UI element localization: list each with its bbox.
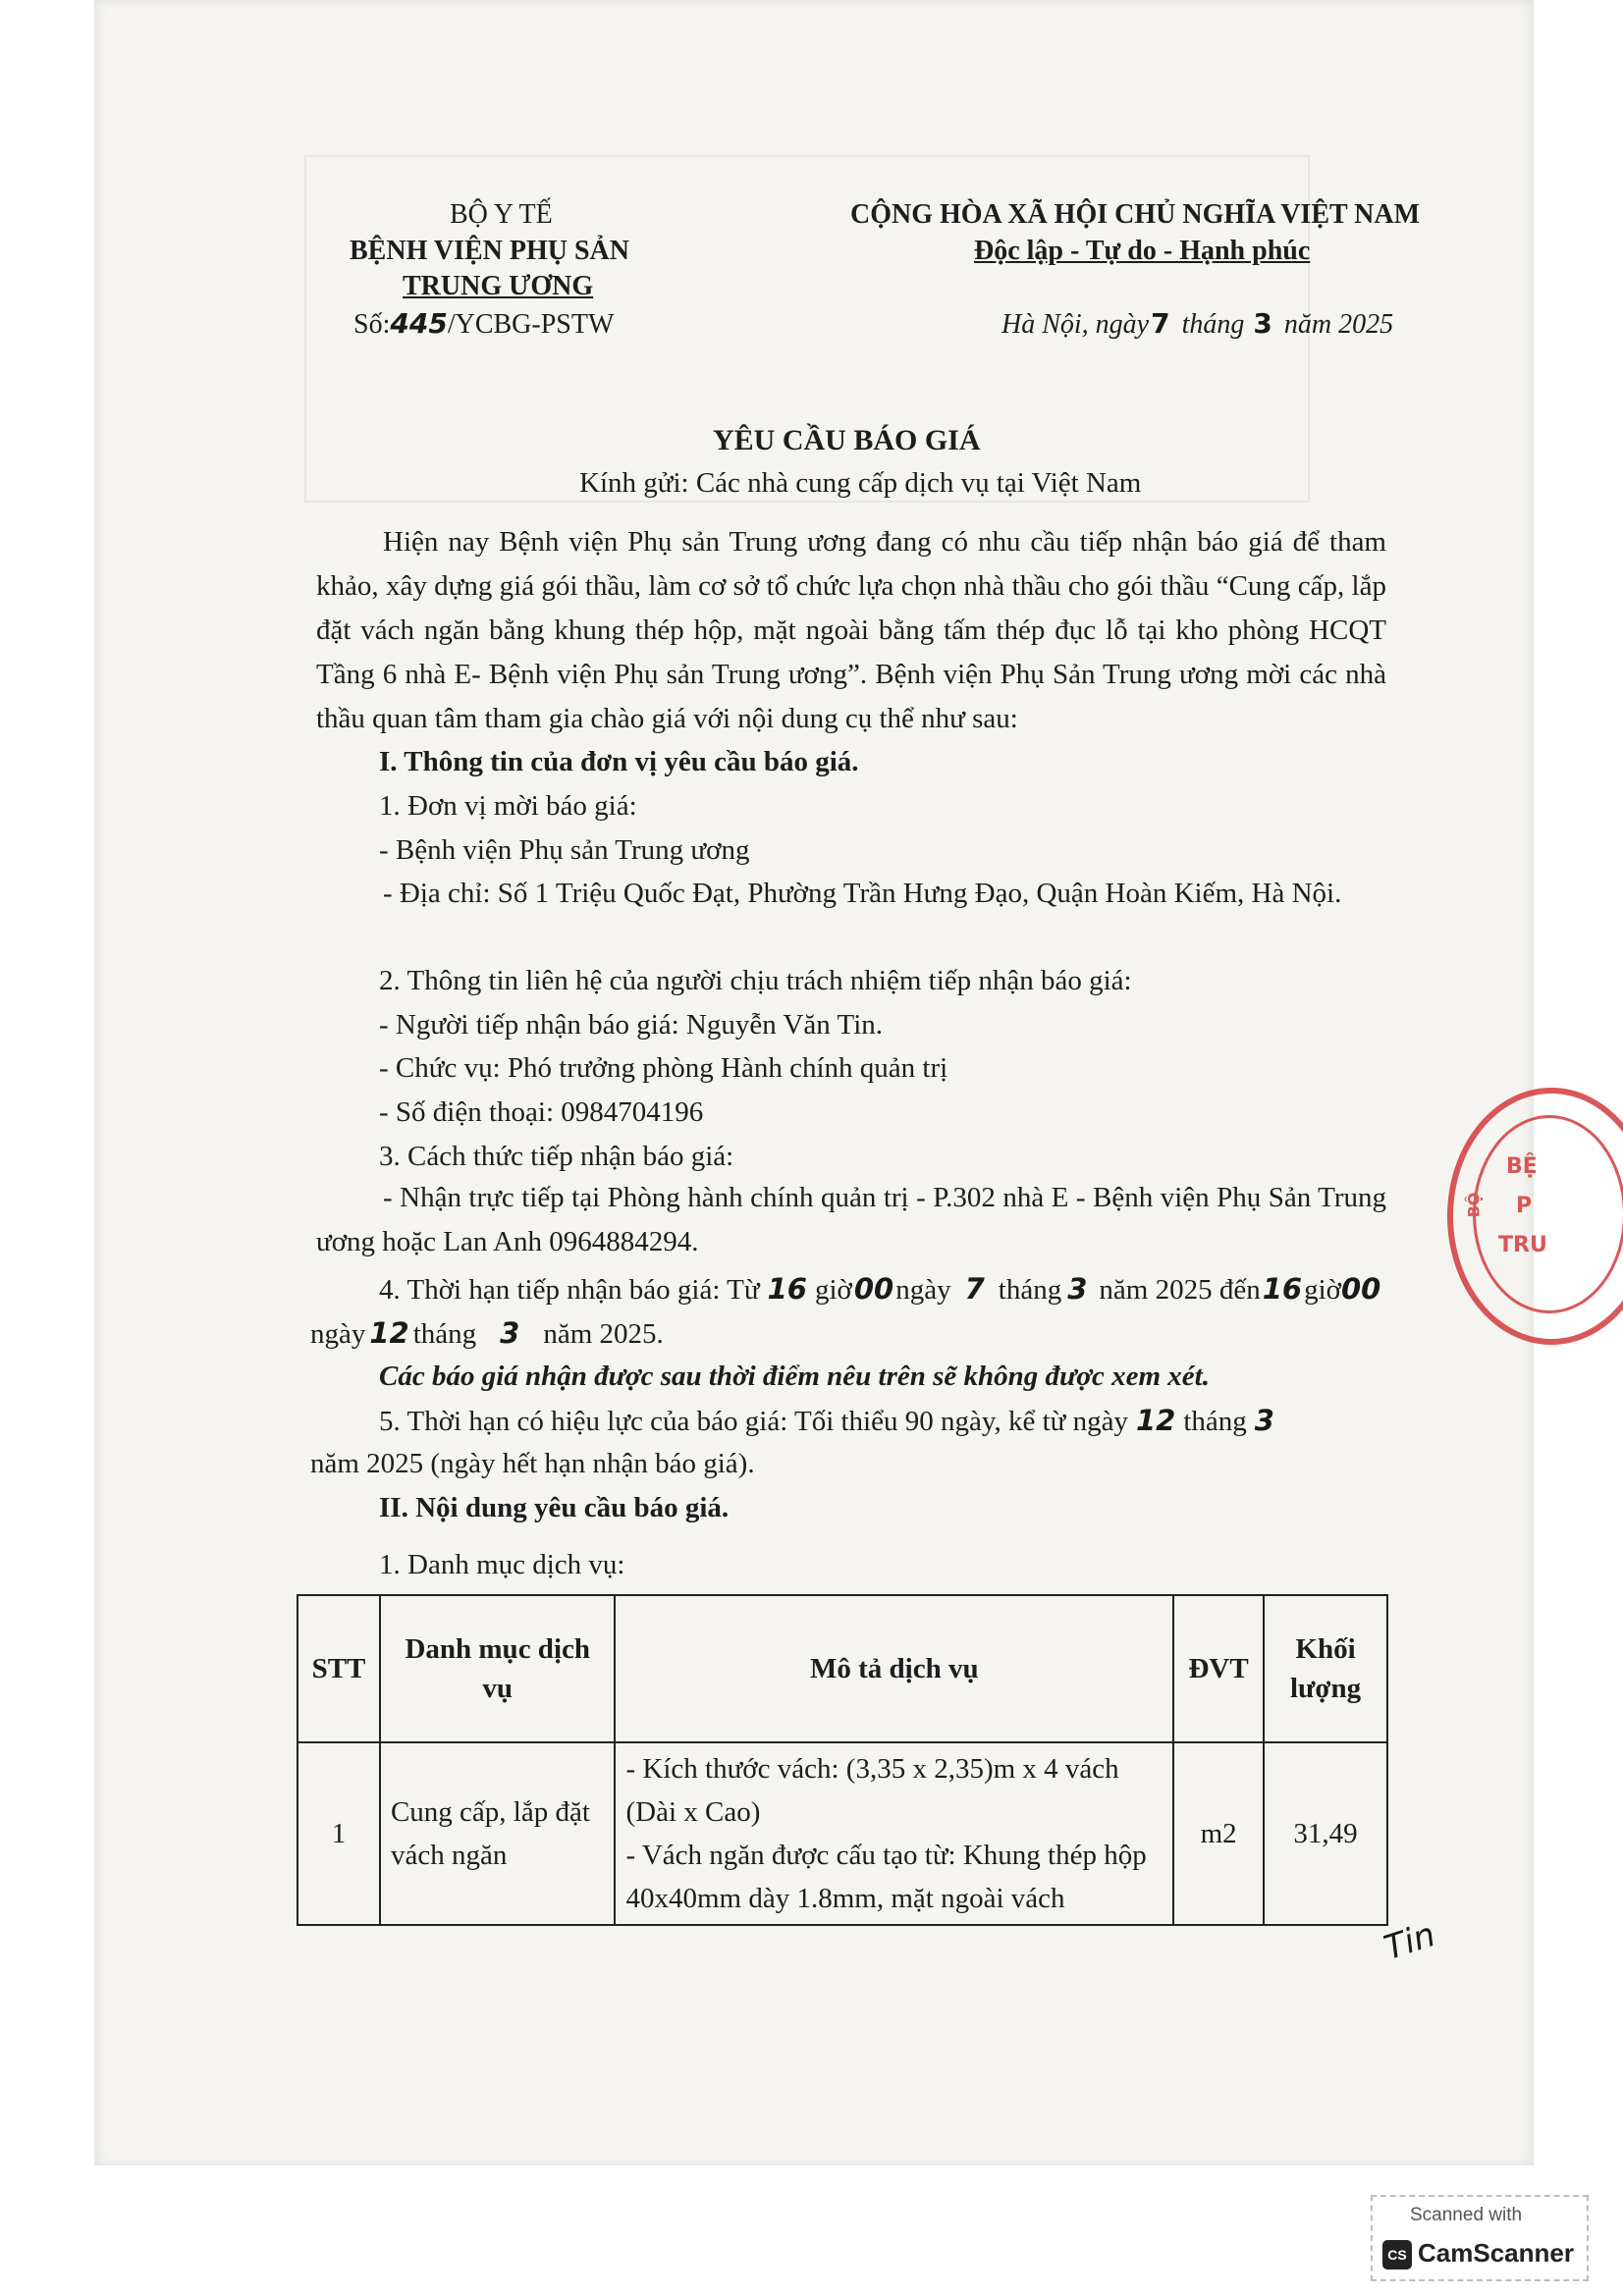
item2-receiver: - Người tiếp nhận báo giá: Nguyễn Văn Tin. bbox=[379, 1009, 884, 1041]
description-size: - Kích thước vách: (3,35 x 2,35)m x 4 vách (Dài x Cao) bbox=[625, 1753, 1119, 1828]
national-title: CỘNG HÒA XÃ HỘI CHỦ NGHĨA VIỆT NAM bbox=[850, 199, 1421, 230]
item4-end-hour: 16 bbox=[1262, 1272, 1303, 1306]
late-quote-notice: Các báo giá nhận được sau thời điểm nêu trên sẽ không được xem xét. bbox=[379, 1361, 1210, 1392]
item4-end-month: 3 bbox=[500, 1316, 520, 1350]
item4-end-minute: 00 bbox=[1340, 1272, 1381, 1306]
item2-title: 2. Thông tin liên hệ của người chịu trách nhiệm tiếp nhận báo giá: bbox=[379, 965, 1132, 996]
doc-number-handwritten: 445 bbox=[390, 307, 448, 340]
item4-start-day: 7 bbox=[964, 1272, 985, 1306]
date-day-handwritten: 7 bbox=[1151, 307, 1170, 340]
table-header-row bbox=[298, 1595, 1387, 1742]
intro-paragraph: Hiện nay Bệnh viện Phụ sản Trung ương đang có nhu cầu tiếp nhận báo giá để tham khảo, xây dựng giá gói thầu, làm cơ sở tổ chức lựa chọn nhà thầu cho gói thầu “Cung cấp, lắp đặt vách ngăn bằng khung thép hộp, mặt ngoài bằng tấm thép đục lỗ tại kho phòng HCQT Tầng 6 nhà E- Bệnh viện Phụ sản Trung ương”. Bệnh viện Phụ Sản Trung ương mời các nhà thầu quan tâm tham gia chào giá với nội dung cụ thể như sau: bbox=[316, 526, 1386, 734]
header-stt: STT bbox=[298, 1595, 380, 1742]
document-title: YÊU CẦU BÁO GIÁ bbox=[713, 424, 981, 456]
cell-quantity: 31,49 bbox=[1264, 1742, 1387, 1925]
hospital-name-line2: TRUNG ƯƠNG bbox=[403, 271, 594, 301]
item1-unit: - Bệnh viện Phụ sản Trung ương bbox=[379, 834, 750, 866]
scanner-brand: CamScanner bbox=[1418, 2238, 1574, 2268]
item2-position: - Chức vụ: Phó trưởng phòng Hành chính quản trị bbox=[379, 1052, 948, 1084]
item1-address: - Địa chỉ: Số 1 Triệu Quốc Đạt, Phường Trần Hưng Đạo, Quận Hoàn Kiếm, Hà Nội. bbox=[383, 878, 1342, 909]
item5-validity-line1: 5. Thời hạn có hiệu lực của báo giá: Tối thiểu 90 ngày, kể từ ngày 12 tháng 3 bbox=[379, 1404, 1274, 1437]
cell-service-description bbox=[615, 1742, 1173, 1925]
greeting: Kính gửi: Các nhà cung cấp dịch vụ tại Việt Nam bbox=[579, 467, 1142, 499]
section2-heading: II. Nội dung yêu cầu báo giá. bbox=[379, 1492, 730, 1523]
cell-stt: 1 bbox=[298, 1742, 380, 1925]
section1-heading: I. Thông tin của đơn vị yêu cầu báo giá. bbox=[379, 746, 859, 777]
item4-start-minute: 00 bbox=[853, 1272, 894, 1306]
header-service-description: Mô tả dịch vụ bbox=[615, 1595, 1173, 1742]
hospital-name-line1: BỆNH VIỆN PHỤ SẢN bbox=[350, 236, 629, 266]
item4-deadline-line2: ngày 12 tháng 3 năm 2025. bbox=[310, 1316, 664, 1350]
item5-day: 12 bbox=[1136, 1404, 1176, 1437]
ministry-name: BỘ Y TẾ bbox=[450, 199, 553, 230]
scanner-label: Scanned with bbox=[1410, 2205, 1523, 2225]
stamp-text-1: BỆ bbox=[1506, 1154, 1538, 1179]
item4-end-day: 12 bbox=[369, 1316, 409, 1350]
item4-start-month: 3 bbox=[1067, 1272, 1088, 1306]
service-table bbox=[297, 1594, 1388, 1926]
header-unit: ĐVT bbox=[1173, 1595, 1264, 1742]
national-motto: Độc lập - Tự do - Hạnh phúc bbox=[974, 236, 1311, 266]
item4-start-hour: 16 bbox=[767, 1272, 807, 1306]
stamp-text-side: BỘ bbox=[1464, 1192, 1484, 1218]
table-row bbox=[298, 1742, 1387, 1925]
item5-month: 3 bbox=[1254, 1404, 1274, 1437]
issue-date: Hà Nội, ngày7 tháng 3 năm 2025 bbox=[1001, 307, 1394, 340]
cell-service-category: Cung cấp, lắp đặt vách ngăn bbox=[380, 1742, 616, 1925]
service-list-title: 1. Danh mục dịch vụ: bbox=[379, 1549, 625, 1580]
date-month-handwritten: 3 bbox=[1253, 307, 1272, 340]
header-quantity: Khối lượng bbox=[1264, 1595, 1387, 1742]
header-service-category: Danh mục dịch vụ bbox=[380, 1595, 616, 1742]
stamp-text-3: TRU bbox=[1498, 1233, 1547, 1257]
item5-validity-line2: năm 2025 (ngày hết hạn nhận báo giá). bbox=[310, 1448, 755, 1479]
item3-method: - Nhận trực tiếp tại Phòng hành chính quản trị - P.302 nhà E - Bệnh viện Phụ Sản Trung ương hoặc Lan Anh 0964884294. bbox=[316, 1182, 1386, 1257]
camscanner-watermark bbox=[1371, 2195, 1589, 2281]
item1-title: 1. Đơn vị mời báo giá: bbox=[379, 790, 637, 822]
description-structure: - Vách ngăn được cấu tạo từ: Khung thép hộp 40x40mm dày 1.8mm, mặt ngoài vách bbox=[625, 1840, 1147, 1914]
item4-deadline-line1: 4. Thời hạn tiếp nhận báo giá: Từ 16 giờ00ngày 7 tháng 3 năm 2025 đến16giờ00 bbox=[379, 1272, 1381, 1306]
item2-phone: - Số điện thoại: 0984704196 bbox=[379, 1096, 704, 1128]
item3-title: 3. Cách thức tiếp nhận báo giá: bbox=[379, 1141, 734, 1172]
stamp-text-2: P bbox=[1516, 1194, 1533, 1218]
cell-unit: m2 bbox=[1173, 1742, 1264, 1925]
document-number: Số:445/YCBG-PSTW bbox=[353, 307, 615, 340]
scanner-logo-icon: CS bbox=[1382, 2240, 1412, 2269]
signature: Tin bbox=[1380, 1914, 1440, 1969]
